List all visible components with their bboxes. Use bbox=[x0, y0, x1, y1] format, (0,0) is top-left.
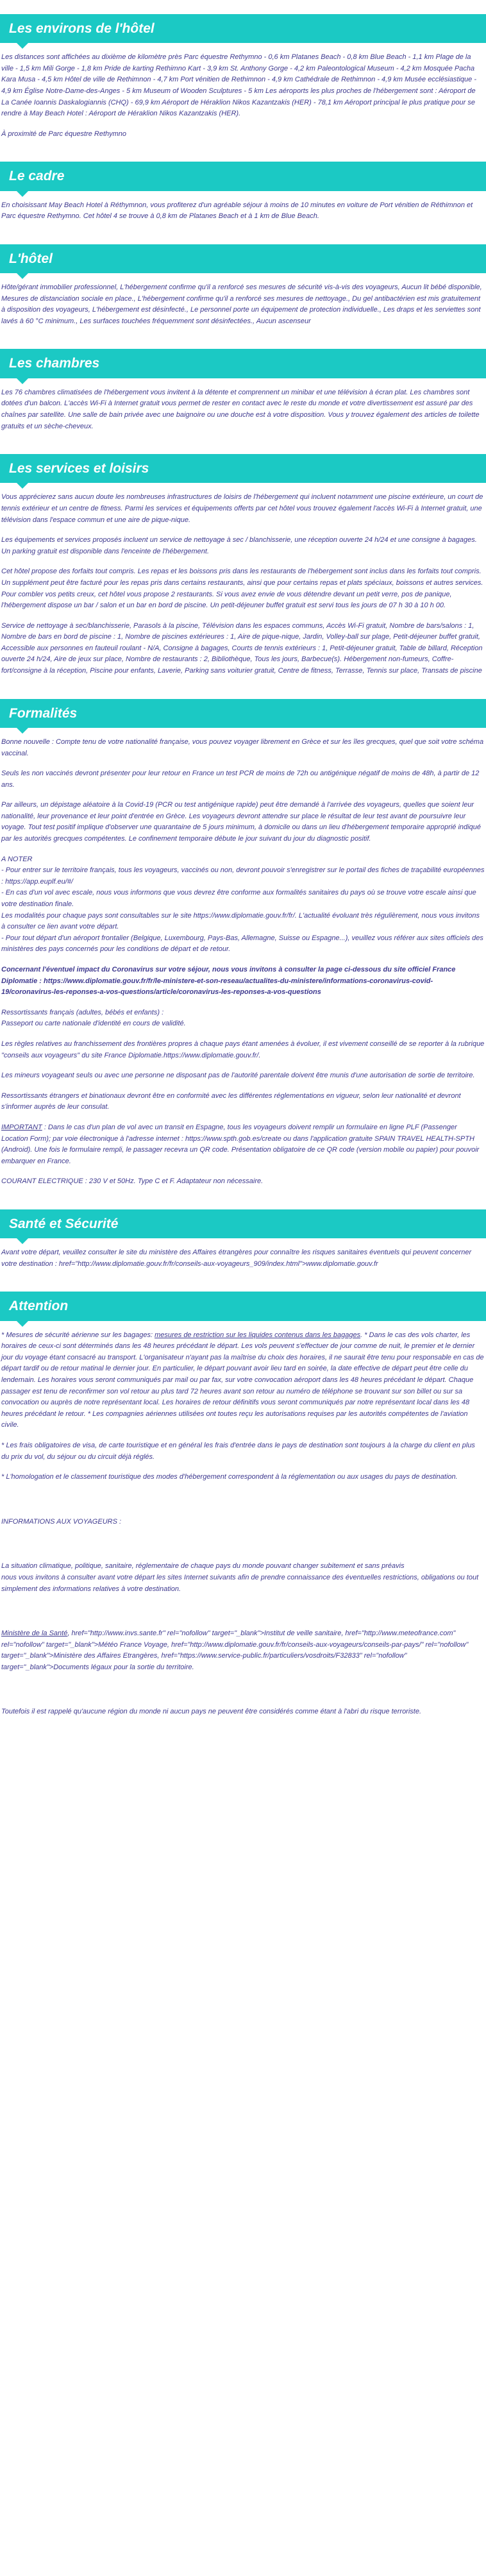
spacer bbox=[1, 1492, 485, 1517]
spacer bbox=[1, 1604, 485, 1628]
paragraph: Vous apprécierez sans aucun doute les nombreuses infrastructures de loisirs de l'hébergement qui incluent notamment une piscine extérieure, un court de tennis extérieur et un centre de fitness. Parmi les services et équipements offerts par cet hôtel vous trouvez également l'accès Wi-Fi à Internet gratuit, une télévision dans l'espace commun et une aire de pique-nique. bbox=[1, 493, 483, 524]
paragraph: Seuls les non vaccinés devront présenter pour leur retour en France un test PCR de moins de 72h ou antigénique négatif de moins de 48h, à partir de 12 ans. bbox=[1, 770, 480, 789]
section-body bbox=[0, 282, 486, 327]
sections-container bbox=[0, 14, 486, 677]
liquids-restriction-link[interactable]: mesures de restriction sur les liquides contenus dans les bagages bbox=[155, 1331, 361, 1339]
section-title: Attention bbox=[0, 1292, 486, 1320]
section-formalites bbox=[0, 699, 486, 1188]
section-cadre bbox=[0, 162, 486, 222]
paragraph: Service de nettoyage à sec/blanchisserie, Parasols à la piscine, Télévision dans les espaces communs, Accès Wi-Fi gratuit, Nombre de bars/salons : 1, Nombre de bars en bord de piscine : 1, Nombre de piscines extérieures : 1, Aire de pique-nique, Jardin, Volley-ball sur plage, Petit-déjeuner buffet gratuit, Accessible aux personnes en fauteuil roulant - N/A, Consigne à bagages, Courts de tennis extérieurs : 1, Petit-déjeuner gratuit, Table de billard, Réception ouverte 24 h/24, Aire de jeux sur place, Nombre de restaurants : 2, Bibliothèque, Tous les jours, Barbecue(s). Hébergement non-fumeurs, Coffre-fort/consigne à la réception, Piscine pour enfants, Laverie, Parking sans voiturier gratuit, Centre de fitness, Terrasse, Tennis sur place, Transats de piscine bbox=[1, 621, 483, 675]
ressortissants-heading: Ressortissants français (adultes, bébés et enfants) : bbox=[1, 1008, 164, 1016]
section-services bbox=[0, 454, 486, 677]
important-paragraph bbox=[1, 1122, 485, 1167]
section-body bbox=[0, 1330, 486, 1718]
spacer bbox=[1, 1536, 485, 1561]
section-body bbox=[0, 1247, 486, 1270]
paragraph: Cet hôtel propose des forfaits tout compris. Les repas et les boissons pris dans les restaurants de l'hébergement sont inclus dans les forfaits tout compris. Un supplément peut être facturé pour les repas pris dans certains restaurants, ainsi que pour certains repas et plats spéciaux, boissons et autres services. Pour combler vos petits creux, cet hôtel vous propose 2 restaurants. Si vous avez envie de vous détendre devant un petit verre, pos de panique, l'hébergement dispose un bar / salon et un bar en bord de piscine. Un petit-déjeuner buffet gratuit est servi tous les jours de 07 h 30 à 10 h 00. bbox=[1, 568, 483, 610]
paragraph: nous vous invitons à consulter avant votre départ les sites Internet suivants afin de prendre connaissance des éventuelles restrictions, obligations ou tout simplement des informations relatives à votre destination. bbox=[1, 1573, 479, 1593]
a-noter-line: Les modalités pour chaque pays sont consultables sur le site https://www.diplomatie.gouv.fr/fr/. L'actualité évoluant très régulièrement, nous vous invitons à consulter ce lien avant votre départ. bbox=[1, 911, 480, 931]
paragraph: Les mineurs voyageant seuls ou avec une personne ne disposant pas de l'autorité parentale doivent être munis d'une autorisation de sortie de territoire. bbox=[1, 1072, 475, 1080]
coronavirus-notice: Concernant l'éventuel impact du Coronavirus sur votre séjour, nous vous invitons à consulter la page ci-dessous du site officiel France Diplomatie : https://www.diplomatie.gouv.fr/fr/le-ministere-et-son-reseau/actualites-du-ministere/informations-coronavirus-covid-19/coronavirus-les-reponses-a-vos-questions/article/coronavirus-les-reponses-a-vos-questions bbox=[1, 966, 456, 997]
paragraph: Ressortissants étrangers et binationaux devront être en conformité avec les différentes réglementations en vigueur, selon leur nationalité et devront s'informer auprès de leur consulat. bbox=[1, 1091, 461, 1111]
section-title: Formalités bbox=[0, 699, 486, 728]
ministere-sante-link[interactable]: Ministère de la Santé bbox=[1, 1629, 68, 1638]
paragraph: Toutefois il est rappelé qu'aucune région du monde ni aucun pays ne peuvent être considérés comme étant à l'abri du risque terroriste. bbox=[1, 1708, 422, 1716]
section-body bbox=[0, 492, 486, 677]
text: . * Dans le cas des vols charter, les horaires de ceux-ci sont déterminés dans les 48 heures précédant le départ. Les vols peuvent s'effectuer de jour comme de nuit, le premier et le dernier jour du voyage étant consacré au transport. L'organisateur n'ayant pas la maîtrise du choix des horaires, il ne saurait être tenu pour responsable en cas de départ tardif ou de retour matinal le dernier jour. En particulier, le départ pouvant avoir lieu tard en soirée, la date effective de départ peut être celle du lendemain. Les horaires vous seront communiqués par mail ou par fax, sur votre convocation aéroport dans les 48 heures précédant le départ. Chaque passager est tenu de reconfirmer son vol retour au plus tard 72 heures avant son retour au numéro de téléphone se trouvant sur son billet ou sur sa convocation ou auprès de notre représentant local. Les horaires de retour définitifs vous seront communiqués par notre représentant local dans les 48 heures précédant le retour. * Les compagnies aériennes utilisées ont toutes reçu les autorisations requises par les autorités compétentes de l'aviation civile. bbox=[1, 1331, 484, 1429]
paragraph: * Les frais obligatoires de visa, de carte touristique et en général les frais d'entrée dans le pays de destination sont toujours à la charge du client en plus du prix du vol, du séjour ou du circuit déjà réglés. bbox=[1, 1441, 475, 1461]
ressortissants-doc: Passeport ou carte nationale d'identité en cours de validité. bbox=[1, 1020, 186, 1028]
section-title: Santé et Sécurité bbox=[0, 1209, 486, 1238]
paragraph: Les règles relatives au franchissement des frontières propres à chaque pays étant amenées à évoluer, il est vivement conseillé de se reporter à la rubrique "conseils aux voyageurs" du site France Diplomatie.https://www.diplomatie.gouv.fr/. bbox=[1, 1040, 485, 1059]
paragraph: Les équipements et services proposés incluent un service de nettoyage à sec / blanchisserie, une réception ouverte 24 h/24 et une consigne à bagages. Un parking gratuit est disponible dans l'enceinte de l'hébergement. bbox=[1, 536, 477, 555]
paragraph: * L'homologation et le classement touristique des modes d'hébergement correspondent à la réglementation ou aux usages du pays de destination. bbox=[1, 1473, 458, 1481]
infos-voyageurs-title: INFORMATIONS AUX VOYAGEURS : bbox=[1, 1517, 122, 1526]
paragraph: Avant votre départ, veuillez consulter le site du ministère des Affaires étrangères pour connaître les risques sanitaires éventuels qui peuvent concerner votre destination : href="http://www.diplomatie.gouv.fr/fr/conseils-aux-voyageurs_909/index.html">www.diplomatie.gouv.fr bbox=[1, 1249, 472, 1268]
paragraph: En choisissant May Beach Hotel à Réthymnon, vous profiterez d'un agréable séjour à moins de 10 minutes en voiture de Port vénitien de Réthimnon et Parc équestre Rethymno. Cet hôtel 4 se trouve à 0,8 km de Platanes Beach et à 1 km de Blue Beach. bbox=[1, 201, 473, 221]
a-noter-line: - Pour tout départ d'un aéroport frontalier (Belgique, Luxembourg, Pays-Bas, Allemagne, Suisse ou Espagne...), veuillez vous référer aux sites officiels des ministères des pays concernés pour les conditions de départ et de retour. bbox=[1, 934, 483, 954]
text: , href="http://www.invs.sante.fr" rel="nofollow" target="_blank">Institut de veille sanitaire, href="http://www.meteofrance.com" rel="nofollow" target="_blank">Météo France Voyage, href="http://www.diplomatie.gouv.fr/fr/conseils-aux-voyageurs/conseils-par-pays/" rel="nofollow" target="_blank">Ministère des Affaires Etrangères, href="https://www.service-public.fr/particuliers/vosdroits/F32833" rel="nofollow" target="_blank">Documents légaux pour la sortie du territoire. bbox=[1, 1629, 469, 1671]
paragraph: Les 76 chambres climatisées de l'hébergement vous invitent à la détente et comprennent un minibar et une télévision à écran plat. Les chambres sont dotées d'un balcon. L'accès Wi-Fi à Internet gratuit vous permet de rester en contact avec le reste du monde et votre divertissement est assuré par des chaînes par satellite. Une salle de bain privée avec une baignoire ou une douche est à votre disposition. Vous y trouvez également des articles de toilette gratuits et un sèche-cheveux. bbox=[1, 388, 480, 430]
section-environs bbox=[0, 14, 486, 140]
a-noter-line: - Pour entrer sur le territoire français, tous les voyageurs, vaccinés ou non, devront pouvoir s'enregistrer sur le portail des fiches de traçabilité européennes : https://app.euplf.eu/#/ bbox=[1, 866, 485, 886]
section-body bbox=[0, 737, 486, 1188]
paragraph: Par ailleurs, un dépistage aléatoire à la Covid-19 (PCR ou test antigénique rapide) peut être demandé à l'arrivée des voyageurs, quelles que soient leur nationalité, leur provenance et leur point d'entrée en Grèce. Les voyageurs devront attendre sur place le résultat de leur test avant de poursuivre leur voyage. Tout test positif implique d'observer une quarantaine de 5 jours minimum, à domicile ou dans un lieu d'hébergement temporaire approprié indiqué par les autorités grecques compétentes. Le confinement temporaire débute le jour suivant du jour du diagnostic positif. bbox=[1, 801, 481, 843]
section-sante bbox=[0, 1209, 486, 1270]
section-title: Le cadre bbox=[0, 162, 486, 190]
text: * Mesures de sécurité aérienne sur les bagages: bbox=[1, 1331, 155, 1339]
paragraph: Les distances sont affichées au dixième de kilomètre près Parc équestre Rethymno - 0,6 km Platanes Beach - 0,8 km Blue Beach - 1,1 km Plage de la ville - 1,5 km Mili Gorge - 1,8 km Pride de karting Rethimno Kart - 3,9 km St. Anthony Gorge - 4,2 km Paleontological Museum - 4,2 km Mosquée Pacha Kara Musa - 4,5 km Hôtel de ville de Rethimnon - 4,7 km Port vénitien de Rethimnon - 4,9 km Cathédrale de Rethimnon - 4,9 km Musée ecclésiastique - 4,9 km Église Notre-Dame-des-Anges - 5 km Museum of Wooden Sculptures - 5 km Les aéroports les plus proches de l'hébergement sont : Aéroport de La Canée Ioannis Daskalogiannis (CHQ) - 69,9 km Aéroport de Héraklion Nikos Kazantzakis (HER) - 78,1 km Aéroport principal le plus pratique pour se rendre à May Beach Hotel : Aéroport de Héraklion Nikos Kazantzakis (HER). bbox=[1, 53, 477, 118]
paragraph: Hôte/gérant immobilier professionnel, L'hébergement confirme qu'il a renforcé ses mesures de sécurité vis-à-vis des voyageurs, Aucun lit bébé disponible, Mesures de distanciation sociale en place., L'hébergement confirme qu'il a renforcé ses mesures de nettoyage., Du gel antibactérien est mis gratuitement à disposition des voyageurs, L'hébergement est désinfecté., Le personnel porte un équipement de protection individuelle., Les draps et les serviettes sont lavés à 60 °C minimum., Les surfaces touchées fréquemment sont désinfectées., Aucun ascenseur bbox=[1, 283, 482, 325]
section-body bbox=[0, 200, 486, 223]
section-title: Les services et loisirs bbox=[0, 454, 486, 483]
paragraph: Bonne nouvelle : Compte tenu de votre nationalité française, vous pouvez voyager librement en Grèce et sur les îles grecques, quel que soit votre schéma vaccinal. bbox=[1, 737, 484, 757]
section-body bbox=[0, 387, 486, 432]
a-noter-title: A NOTER bbox=[1, 855, 33, 863]
section-chambres bbox=[0, 349, 486, 432]
section-body bbox=[0, 52, 486, 140]
paragraph: À proximité de Parc équestre Rethymno bbox=[1, 130, 127, 138]
section-title: Les chambres bbox=[0, 349, 486, 378]
a-noter-block bbox=[1, 854, 485, 955]
important-text: : Dans le cas d'un plan de vol avec un transit en Espagne, tous les voyageurs doivent remplir un formulaire en ligne PLF (Passenger Location Form); par voie électronique à l'adresse internet : https://www.spth.gob.es/create ou dans l'application gratuite SPAIN TRAVEL HEALTH-SPTH (Android). Une fois le formulaire rempli, le passager recevra un QR code. Présentation obligatoire de ce QR code (version mobile ou papier) pour pouvoir embarquer en France. bbox=[1, 1123, 480, 1165]
paragraph: La situation climatique, politique, sanitaire, réglementaire de chaque pays du monde pouvant changer subitement et sans préavis bbox=[1, 1562, 405, 1570]
section-attention bbox=[0, 1292, 486, 1718]
paragraph bbox=[1, 1628, 485, 1673]
section-title: L'hôtel bbox=[0, 244, 486, 273]
section-hotel bbox=[0, 244, 486, 328]
section-title: Les environs de l'hôtel bbox=[0, 14, 486, 43]
paragraph bbox=[1, 1330, 485, 1431]
spacer bbox=[1, 1682, 485, 1706]
important-label: IMPORTANT bbox=[1, 1123, 42, 1131]
a-noter-line: - En cas d'un vol avec escale, nous vous informons que vous devrez être conforme aux formalités sanitaires du pays où se trouve votre escale ainsi que votre destination finale. bbox=[1, 889, 476, 909]
ressortissants-block bbox=[1, 1007, 485, 1030]
paragraph: COURANT ELECTRIQUE : 230 V et 50Hz. Type C et F. Adaptateur non nécessaire. bbox=[1, 1177, 264, 1186]
